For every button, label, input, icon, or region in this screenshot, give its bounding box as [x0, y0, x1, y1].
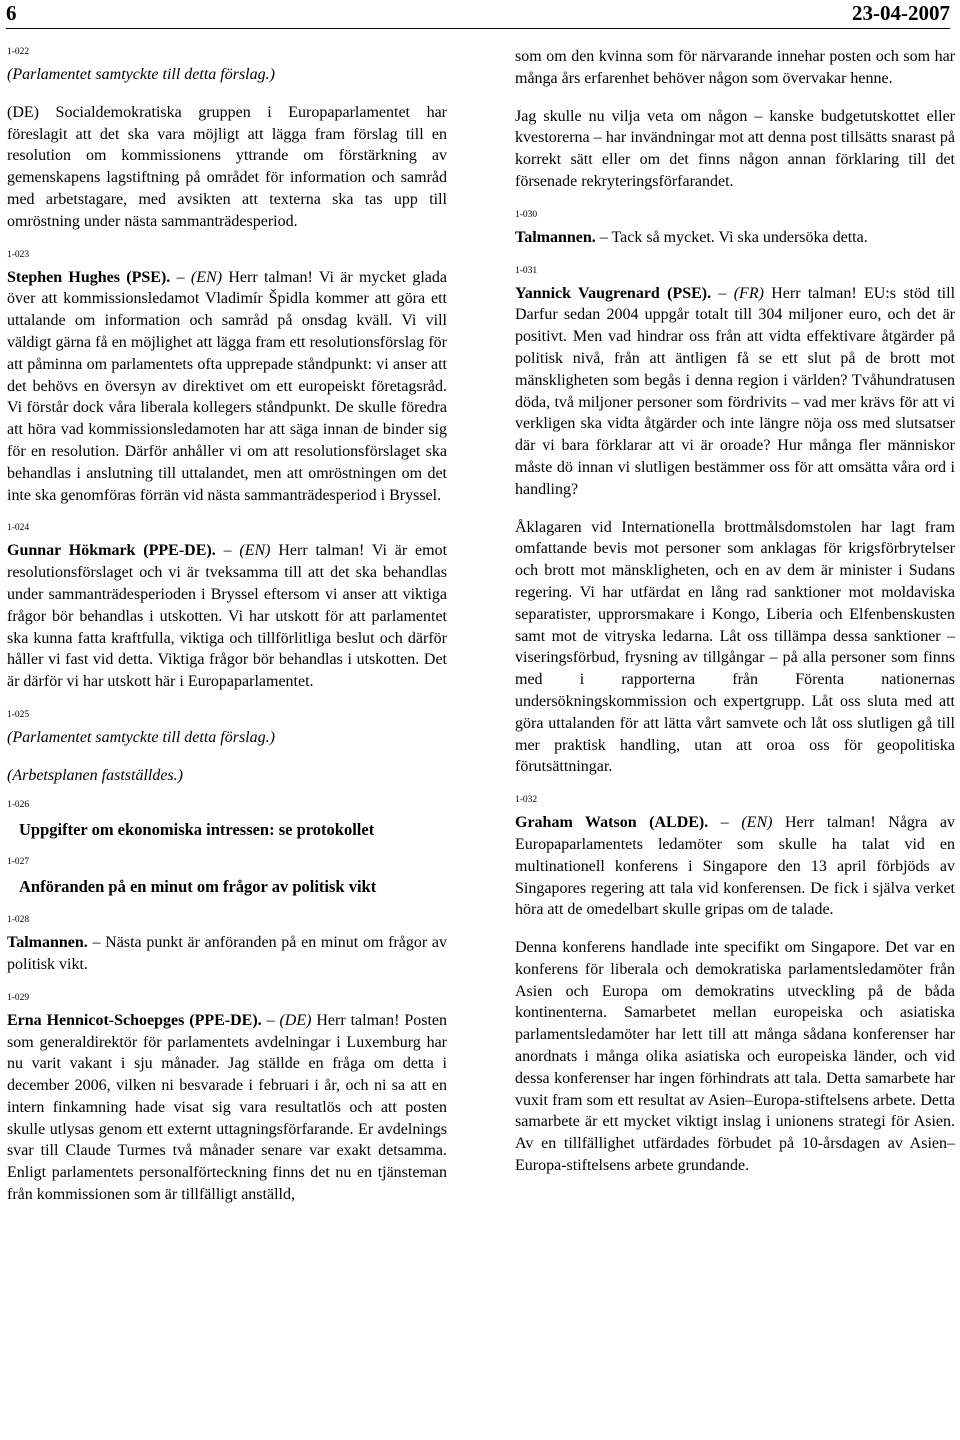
- speaker-name: Erna Hennicot-Schoepges (PPE-DE).: [7, 1011, 262, 1029]
- procedural-note: (Arbetsplanen fastställdes.): [7, 766, 183, 784]
- page-header: [6, 0, 950, 29]
- item-ref: 1-032: [515, 795, 538, 806]
- section-heading: Anföranden på en minut om frågor av politisk vikt: [19, 877, 377, 897]
- item-1-027: [7, 856, 447, 898]
- speech: [515, 812, 955, 921]
- language-tag: – (DE): [266, 1011, 312, 1029]
- language-tag: – (EN): [223, 542, 271, 560]
- speech-text: Herr talman! Några av Europaparlamentets ledamöter som skulle ha talat vid en multinationell konferens i Singapore den 13 april förbjöds av Singapores regering att tala vid konferensen. De fick i själva verket höra att de omedelbart skulle gripas om de talade.: [515, 814, 955, 919]
- speech-continuation: Jag skulle nu vilja veta om någon – kanske budgetutskottet eller kvestorerna – har invändningar mot att denna post tillsätts snarast på korrekt sätt eller om det finns någon annan förklaring till det försenade rekryteringsförfarandet.: [515, 107, 955, 190]
- procedural-note: (Parlamentet samtyckte till detta förslag.): [7, 66, 275, 83]
- left-column: [7, 46, 447, 1222]
- speech: [515, 227, 955, 249]
- item-ref: 1-022: [7, 47, 30, 57]
- item-1-030: [515, 209, 955, 249]
- speech-text: Herr talman! Posten som generaldirektör för parlamentets avdelningar i Luxemburg har nu varit vakant i sju månader. Jag ställde en fråga om detta i december 2006, vilken ni besvarade i februari i år, och ni sa att en intern finkamning hade visat sig vara resultatlös och att posten skulle utlysas genom ett externt uttagningsförfarande. Er avdelnings svar till Claude Turmes två månader senare var exakt detsamma. Enligt parlamentets personalförteckning finns det nu en tjänsteman från kommissionen som är tillfälligt anställd,: [7, 1011, 448, 1204]
- item-ref: 1-028: [7, 915, 30, 926]
- language-tag: – (EN): [176, 268, 223, 286]
- item-1-023: [7, 249, 447, 507]
- item-ref: 1-029: [7, 992, 30, 1003]
- item-ref: 1-023: [7, 249, 30, 260]
- item-ref: 1-026: [7, 799, 30, 810]
- session-date: 23-04-2007: [852, 1, 950, 25]
- page-number: 6: [6, 1, 17, 25]
- language-tag: – (EN): [720, 814, 773, 832]
- item-1-024: [7, 522, 447, 693]
- item-ref: 1-027: [7, 857, 30, 868]
- right-column: [515, 46, 955, 1193]
- item-1-022: [7, 46, 447, 233]
- item-ref: 1-024: [7, 523, 30, 534]
- speech-text: Åklagaren vid Internationella brottmålsdomstolen har lagt fram omfattande bevis mot personer som anklagas för krigsförbrytelser och brott mot mänskligheten, och en av dem är minister i Sudans regering. Vi har utfärdat en lång rad sanktioner mot moldaviska separatister, upprorsmakare i Kongo, Liberia och Elfenbenskusten samt mot de vitryska ledarna. Låt oss tillämpa dessa sanktioner – viseringsförbud, frysning av tillgångar – på alla personer som finns med i rapporterna från Förenta nationernas undersökningskommission och expertgrupp. Låt oss sluta med att göra uttalanden för att lätta vårt samvete och låt oss slutligen gå till mer praktisk handling, utan att oroa oss för geopolitiska förutsättningar.: [515, 518, 955, 776]
- language-tag: – (FR): [718, 284, 764, 302]
- item-1-028: [7, 914, 447, 976]
- speech-text: Herr talman! EU:s stöd till Darfur sedan 2004 uppgår totalt till 304 miljoner euro, och det är positivt. Men vad hindrar oss från att vidta effektivare åtgärder på politisk nivå, från att äntligen få se ett slut på de brott mot mänskligheten som begås i denna region i världen? Tvåhundratusen döda, två miljoner personer som fördrivits – vad mer krävs för att vi verkligen ska vidta åtgärder och inte längre nöja oss med slutsatser där vi bara förklarar att vi är oroade? Hur många fler människor måste dö innan vi slutligen bestämmer oss för att omsätta våra ord i handling?: [515, 284, 956, 498]
- speaker-name: Stephen Hughes (PSE).: [7, 268, 171, 286]
- section-heading: Uppgifter om ekonomiska intressen: se protokollet: [19, 819, 375, 839]
- speech-text: Herr talman! Vi är emot resolutionsförslaget och vi är tveksamma till att det ska behandlas under sammanträdesperioden i Bryssel eftersom vi anser att viktiga frågor bör behandlas i utskotten. Vi har utskott för att parlamentet ska kunna fatta kraftfulla, viktiga och tillförlitliga beslut och därför håller vi fast vid detta. Viktiga frågor bör behandlas i utskotten. Det är därför vi har utskott här i Europaparlamentet.: [7, 542, 448, 691]
- speaker-name: Graham Watson (ALDE).: [515, 814, 709, 832]
- speech-continuation: som om den kvinna som för närvarande innehar posten och som har många års erfarenhet behöver någon som övervakar henne.: [515, 48, 955, 87]
- speech: [7, 1010, 447, 1206]
- speech: [7, 540, 447, 693]
- speaker-name: Talmannen.: [7, 934, 88, 952]
- proposal-text: (DE) Socialdemokratiska gruppen i Europaparlamentet har föreslagit att det ska vara möjligt att lägga fram förslag till en resolution om kommissionens yttrande om förstärkning av gemenskapens lagstiftning på området för information och samråd med arbetstagare, med avsikten att texterna ska tas upp till omröstning under nästa sammanträdesperiod.: [7, 103, 447, 230]
- item-ref: 1-025: [7, 709, 30, 720]
- speaker-name: Gunnar Hökmark (PPE-DE).: [7, 542, 216, 560]
- item-1-029: [7, 992, 447, 1206]
- procedural-note: (Parlamentet samtyckte till detta förslag.): [7, 728, 275, 746]
- speech: [7, 267, 447, 507]
- speech-text: – Tack så mycket. Vi ska undersöka detta.: [599, 228, 868, 246]
- item-ref: 1-030: [515, 209, 538, 220]
- item-1-032: [515, 794, 955, 1177]
- speech-text: – Nästa punkt är anföranden på en minut om frågor av politisk vikt.: [7, 934, 448, 973]
- item-1-031: [515, 265, 955, 779]
- speech: [515, 283, 955, 501]
- speech-text: Herr talman! Vi är mycket glada över att kommissionsledamot Vladimír Špidla kommer att göra ett uttalande om information och samråd på onsdag kväll. Vi vill väldigt gärna få en möjlighet att lägga fram ett resolutionsförslag för att påminna om parlamentets ofta upprepade ståndpunkt: vi anser att det behövs en översyn av direktivet om ett europeiskt företagsråd. Vi förstår dock våra liberala kollegers ståndpunkt. De skulle föredra att höra vad kommissionsledamoten har att säga innan de binder sig för en resolution. Därför anhåller vi om att resolutionsförslaget ska behandlas i anslutning till uttalandet, men att omröstningen om det inte ska genomföras förrän vid nästa sammanträdesperiod i Bryssel.: [7, 268, 448, 504]
- speaker-name: Yannick Vaugrenard (PSE).: [515, 284, 712, 302]
- speech-text: Denna konferens handlade inte specifikt om Singapore. Det var en konferens för liberala och demokratiska parlamentsledamöter från Asien och Europa om demokratins utveckling på de båda kontinenterna. Samarbetet mellan europeiska och asiatiska parlamentsledamöter har lett till att många sådana konferenser har anordnats i många olika asiatiska och europeiska länder, och vid dessa konferenser har ingen förhindrats att tala. Detta samarbete har vuxit fram som ett resultat av Asien–Europa-stiftelsens arbete. Detta samarbete är ett mycket viktigt inslag i unionens strategi för Asien. Av en tillfällighet utfärdades förbudet på 10-årsdagen av Asien–Europa-stiftelsens arbete grundande.: [515, 939, 955, 1175]
- item-1-026: [7, 799, 447, 841]
- item-ref: 1-031: [515, 265, 538, 276]
- item-1-025: [7, 709, 447, 787]
- speech: [7, 932, 447, 976]
- speaker-name: Talmannen.: [515, 228, 596, 246]
